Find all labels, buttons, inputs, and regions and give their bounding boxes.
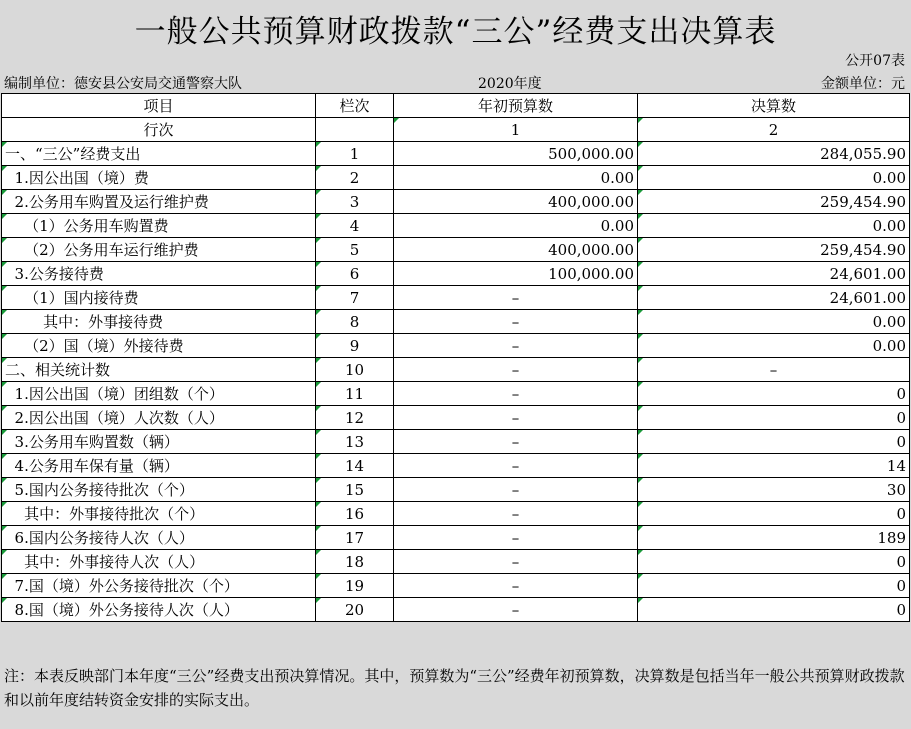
row-line-no[interactable]: 13 — [316, 430, 394, 454]
row-final[interactable]: 14 — [638, 454, 910, 478]
header-item[interactable]: 项目 — [2, 94, 316, 118]
row-item[interactable]: 一、“三公”经费支出 — [2, 142, 316, 166]
row-final[interactable]: 24,601.00 — [638, 286, 910, 310]
row-line-no[interactable]: 10 — [316, 358, 394, 382]
row-final[interactable]: 0.00 — [638, 334, 910, 358]
row-budget[interactable]: – — [394, 334, 638, 358]
row-budget[interactable]: – — [394, 454, 638, 478]
row-line-no[interactable]: 17 — [316, 526, 394, 550]
row-line-no[interactable]: 16 — [316, 502, 394, 526]
table-row — [2, 598, 910, 622]
table-row — [2, 334, 910, 358]
row-budget[interactable]: – — [394, 502, 638, 526]
row-final[interactable]: 259,454.90 — [638, 238, 910, 262]
table-row — [2, 574, 910, 598]
row-final[interactable]: 0 — [638, 406, 910, 430]
row-item[interactable]: 8.国（境）外公务接待人次（人） — [2, 598, 316, 622]
table-row — [2, 382, 910, 406]
row-final[interactable]: 0.00 — [638, 166, 910, 190]
header-budget[interactable]: 年初预算数 — [394, 94, 638, 118]
table-body — [2, 142, 910, 622]
row-final[interactable]: 189 — [638, 526, 910, 550]
table-row — [2, 262, 910, 286]
row-budget[interactable]: – — [394, 382, 638, 406]
row-final[interactable]: 259,454.90 — [638, 190, 910, 214]
table-row — [2, 286, 910, 310]
row-budget[interactable]: – — [394, 406, 638, 430]
table-row — [2, 358, 910, 382]
form-code: 公开07表 — [845, 53, 905, 69]
row-item[interactable]: 其中：外事接待费 — [2, 310, 316, 334]
table-row — [2, 502, 910, 526]
row-line-no[interactable]: 9 — [316, 334, 394, 358]
row-final[interactable]: 0 — [638, 550, 910, 574]
row-final[interactable]: 284,055.90 — [638, 142, 910, 166]
row-final[interactable]: 0 — [638, 502, 910, 526]
row-line-no[interactable]: 11 — [316, 382, 394, 406]
row-line-no[interactable]: 4 — [316, 214, 394, 238]
row-budget[interactable]: – — [394, 358, 638, 382]
report-year: 2020年度 — [478, 76, 542, 92]
row-item[interactable]: （2）公务用车运行维护费 — [2, 238, 316, 262]
row-budget[interactable]: 0.00 — [394, 214, 638, 238]
row-budget[interactable]: 400,000.00 — [394, 190, 638, 214]
row-index-row — [2, 118, 910, 142]
row-line-no[interactable]: 8 — [316, 310, 394, 334]
page-title: 一般公共预算财政拨款“三公”经费支出决算表 — [134, 14, 777, 50]
table-row — [2, 550, 910, 574]
row-final[interactable]: 0 — [638, 598, 910, 622]
table-row — [2, 406, 910, 430]
table-row — [2, 478, 910, 502]
row-final[interactable]: 0 — [638, 382, 910, 406]
row-final[interactable]: 0 — [638, 430, 910, 454]
table-row — [2, 430, 910, 454]
header-row — [2, 94, 910, 118]
row-index-final-col[interactable]: 2 — [638, 118, 910, 142]
table-row — [2, 310, 910, 334]
row-line-no[interactable]: 1 — [316, 142, 394, 166]
row-budget[interactable]: – — [394, 430, 638, 454]
row-budget[interactable]: 0.00 — [394, 166, 638, 190]
row-budget[interactable]: 100,000.00 — [394, 262, 638, 286]
row-budget[interactable]: 400,000.00 — [394, 238, 638, 262]
row-item[interactable]: （1）公务用车购置费 — [2, 214, 316, 238]
row-index-empty[interactable] — [316, 118, 394, 142]
row-budget[interactable]: – — [394, 286, 638, 310]
row-item[interactable]: 其中：外事接待人次（人） — [2, 550, 316, 574]
row-item[interactable]: 7.国（境）外公务接待批次（个） — [2, 574, 316, 598]
row-line-no[interactable]: 6 — [316, 262, 394, 286]
table-row — [2, 166, 910, 190]
row-item[interactable]: 其中：外事接待批次（个） — [2, 502, 316, 526]
row-line-no[interactable]: 5 — [316, 238, 394, 262]
row-line-no[interactable]: 2 — [316, 166, 394, 190]
table-row — [2, 454, 910, 478]
row-budget[interactable]: 500,000.00 — [394, 142, 638, 166]
row-line-no[interactable]: 14 — [316, 454, 394, 478]
row-final[interactable]: 0.00 — [638, 310, 910, 334]
table-row — [2, 142, 910, 166]
row-budget[interactable]: – — [394, 310, 638, 334]
row-budget[interactable]: – — [394, 574, 638, 598]
expenditure-table — [1, 93, 910, 622]
row-line-no[interactable]: 12 — [316, 406, 394, 430]
row-budget[interactable]: – — [394, 478, 638, 502]
row-final[interactable]: – — [638, 358, 910, 382]
row-line-no[interactable]: 3 — [316, 190, 394, 214]
reporting-unit: 编制单位：德安县公安局交通警察大队 — [4, 76, 242, 92]
table-row — [2, 190, 910, 214]
row-index-budget-col[interactable]: 1 — [394, 118, 638, 142]
row-final[interactable]: 30 — [638, 478, 910, 502]
table-row — [2, 238, 910, 262]
row-line-no[interactable]: 7 — [316, 286, 394, 310]
row-line-no[interactable]: 20 — [316, 598, 394, 622]
row-item[interactable]: 3.公务接待费 — [2, 262, 316, 286]
row-final[interactable]: 24,601.00 — [638, 262, 910, 286]
row-item[interactable]: 1.因公出国（境）费 — [2, 166, 316, 190]
row-item[interactable]: 2.因公出国（境）人次数（人） — [2, 406, 316, 430]
row-item[interactable]: 2.公务用车购置及运行维护费 — [2, 190, 316, 214]
row-item[interactable]: （2）国（境）外接待费 — [2, 334, 316, 358]
row-final[interactable]: 0 — [638, 574, 910, 598]
row-item[interactable]: 5.国内公务接待批次（个） — [2, 478, 316, 502]
row-item[interactable]: 3.公务用车购置数（辆） — [2, 430, 316, 454]
footnote: 注：本表反映部门本年度“三公”经费支出预决算情况。其中，预算数为“三公”经费年初预算数，决算数是包括当年一般公共预算财政拨款和以前年度结转资金安排的实际支出。 — [4, 667, 905, 709]
row-final[interactable]: 0.00 — [638, 214, 910, 238]
row-budget[interactable]: – — [394, 550, 638, 574]
table-row — [2, 526, 910, 550]
row-line-no[interactable]: 15 — [316, 478, 394, 502]
row-item[interactable]: 4.公务用车保有量（辆） — [2, 454, 316, 478]
table-row — [2, 214, 910, 238]
row-index-label[interactable]: 行次 — [2, 118, 316, 142]
row-item[interactable]: 二、相关统计数 — [2, 358, 316, 382]
row-line-no[interactable]: 19 — [316, 574, 394, 598]
row-budget[interactable]: – — [394, 526, 638, 550]
row-item[interactable]: 6.国内公务接待人次（人） — [2, 526, 316, 550]
row-budget[interactable]: – — [394, 598, 638, 622]
row-item[interactable]: 1.因公出国（境）团组数（个） — [2, 382, 316, 406]
currency-unit: 金额单位：元 — [821, 76, 905, 92]
row-line-no[interactable]: 18 — [316, 550, 394, 574]
header-line-no[interactable]: 栏次 — [316, 94, 394, 118]
header-final[interactable]: 决算数 — [638, 94, 910, 118]
row-item[interactable]: （1）国内接待费 — [2, 286, 316, 310]
